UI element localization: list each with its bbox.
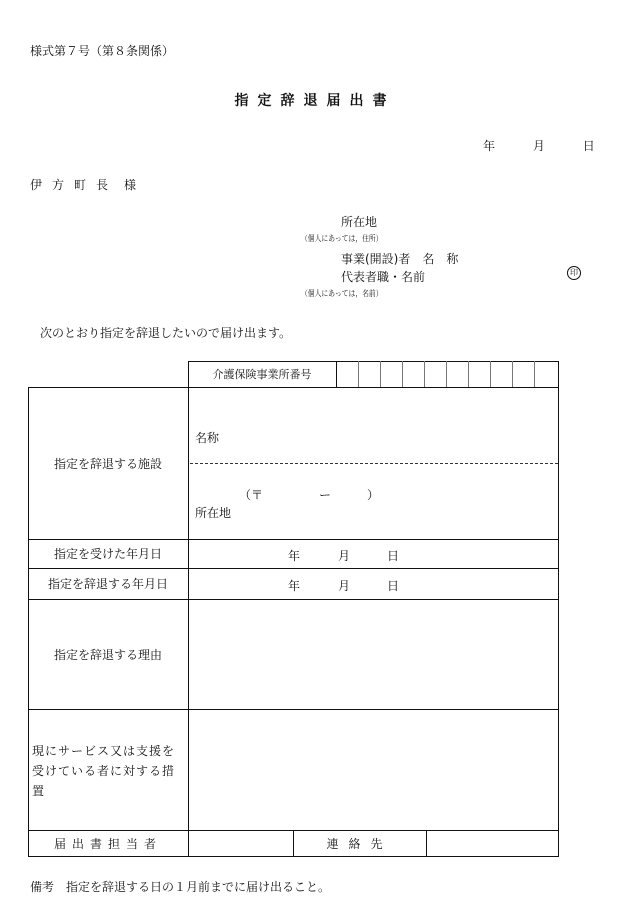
- addressee: [30, 176, 136, 193]
- reason-label: 指定を辞退する理由: [53, 647, 162, 662]
- postal-dash: ー: [319, 488, 332, 502]
- postal-close: ）: [367, 488, 380, 502]
- measures-field[interactable]: [189, 710, 558, 830]
- intro-text: 次のとおり指定を辞退したいので届け出ます。: [40, 326, 292, 340]
- designated-day: 日: [387, 549, 400, 563]
- addressee-name: 伊方町長: [30, 178, 119, 192]
- date-day: 日: [582, 139, 595, 153]
- withdraw-day: 日: [387, 579, 400, 593]
- date-year: 年: [483, 139, 496, 153]
- facility-location-label: 所在地: [195, 506, 232, 520]
- reason-field[interactable]: [189, 600, 558, 709]
- withdrawal-table: [28, 361, 559, 857]
- postal-open: （〒: [239, 488, 264, 502]
- withdraw-year: 年: [288, 579, 301, 593]
- designated-date-label: 指定を受けた年月日: [53, 547, 162, 561]
- withdraw-month: 月: [338, 579, 351, 593]
- office-number-label: 介護保険事業所番号: [212, 368, 312, 381]
- facility-label: 指定を辞退する施設: [53, 456, 162, 471]
- withdraw-date-label: 指定を辞退する年月日: [47, 577, 168, 591]
- contact-label: 連絡先: [326, 836, 393, 851]
- applicant-address-label: 所在地: [341, 215, 378, 229]
- measures-label: 現にサービス又は支援を受けている者に対する措置: [32, 744, 176, 798]
- person-in-charge-field[interactable]: [189, 831, 293, 856]
- designated-month: 月: [338, 549, 351, 563]
- form-number: 様式第７号（第８条関係）: [30, 44, 175, 58]
- facility-divider: [190, 463, 558, 464]
- seal-mark: 印: [567, 266, 581, 280]
- person-in-charge-label: 届出書担当者: [53, 836, 162, 851]
- applicant-representative-label: 代表者職・名前: [341, 270, 426, 284]
- addressee-honorific: 様: [124, 178, 137, 192]
- designated-year: 年: [288, 549, 301, 563]
- facility-name-label: 名称: [195, 431, 220, 445]
- date-month: 月: [532, 139, 545, 153]
- date-line: [483, 137, 595, 154]
- contact-field[interactable]: [427, 831, 558, 856]
- applicant-operator-label: 事業(開設)者 名 称: [341, 252, 459, 266]
- remarks-note: 備考 指定を辞退する日の１月前までに届け出ること。: [30, 880, 331, 894]
- document-title: 指定辞退届出書: [234, 93, 396, 109]
- applicant-address-note: （個人にあっては，住所）: [301, 234, 383, 243]
- applicant-representative-note: （個人にあっては，名前）: [301, 289, 383, 298]
